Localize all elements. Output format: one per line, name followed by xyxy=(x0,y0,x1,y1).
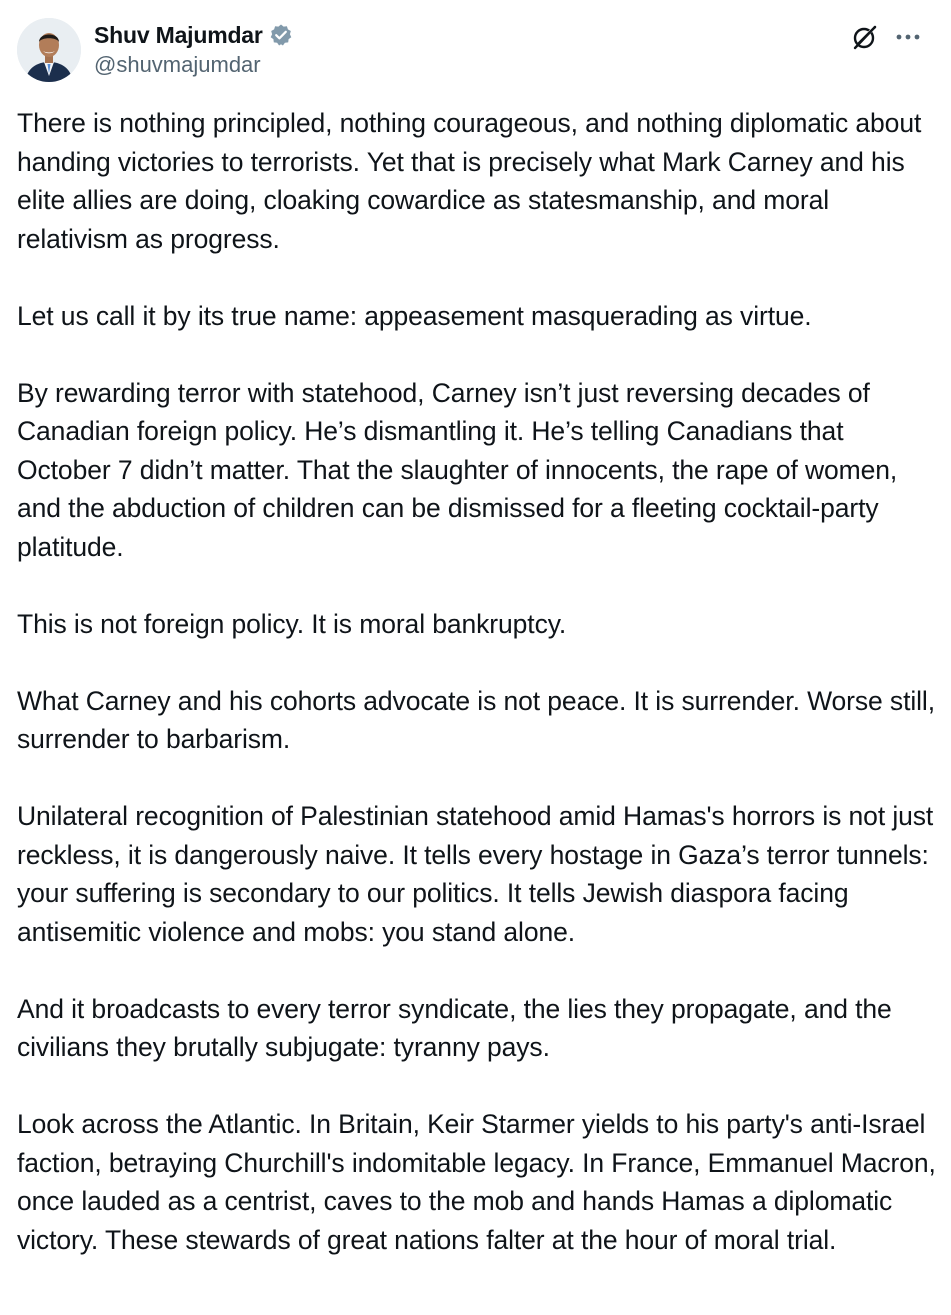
avatar[interactable] xyxy=(17,18,81,82)
tweet-paragraph: There is nothing principled, nothing courageous, and nothing diplomatic about handing victories to terrorists. Yet that is precisely what Mark Carney and his elite allies are doing, cloaking cowardice as statesmanship, and moral relativism as progress. xyxy=(17,108,922,254)
tweet-paragraph: And it broadcasts to every terror syndicate, the lies they propagate, and the civilians they brutally subjugate: tyranny pays. xyxy=(17,993,892,1062)
tweet-text xyxy=(17,104,937,1298)
tweet-paragraph: This is not foreign policy. It is moral bankruptcy. xyxy=(17,608,567,639)
grok-icon[interactable] xyxy=(850,22,880,52)
tweet-paragraph: Let us call it by its true name: appeasement masquerading as virtue. xyxy=(17,300,812,331)
tweet-paragraph: Unilateral recognition of Palestinian statehood amid Hamas's horrors is not just reckless, it is dangerously naive. It tells every hostage in Gaza’s terror tunnels: your suffering is secondary to our politics. It tells Jewish diaspora facing antisemitic violence and mobs: you stand alone. xyxy=(17,801,934,947)
tweet-paragraph: What Carney and his cohorts advocate is not peace. It is surrender. Worse still, surrender to barbarism. xyxy=(17,685,935,754)
tweet-paragraph: Look across the Atlantic. In Britain, Keir Starmer yields to his party's anti-Israel faction, betraying Churchill's indomitable legacy. In France, Emmanuel Macron, once lauded as a centrist, caves to the mob and hands Hamas a diplomatic victory. These stewards of great nations falter at the hour of moral trial. xyxy=(17,1109,936,1255)
author-name[interactable]: Shuv Majumdar xyxy=(94,21,263,48)
author-name-row xyxy=(94,20,293,50)
author-handle[interactable]: @shuvmajumdar xyxy=(94,52,261,77)
tweet-paragraph: By rewarding terror with statehood, Carney isn’t just reversing decades of Canadian foreign policy. He’s dismantling it. He’s telling Canadians that October 7 didn’t matter. That the slaughter of innocents, the rape of women, and the abduction of children can be dismissed for a fleeting cocktail-party platitude. xyxy=(17,377,898,562)
more-options-icon[interactable] xyxy=(893,22,923,52)
verified-badge-icon[interactable] xyxy=(269,23,293,47)
tweet-header xyxy=(0,0,951,100)
